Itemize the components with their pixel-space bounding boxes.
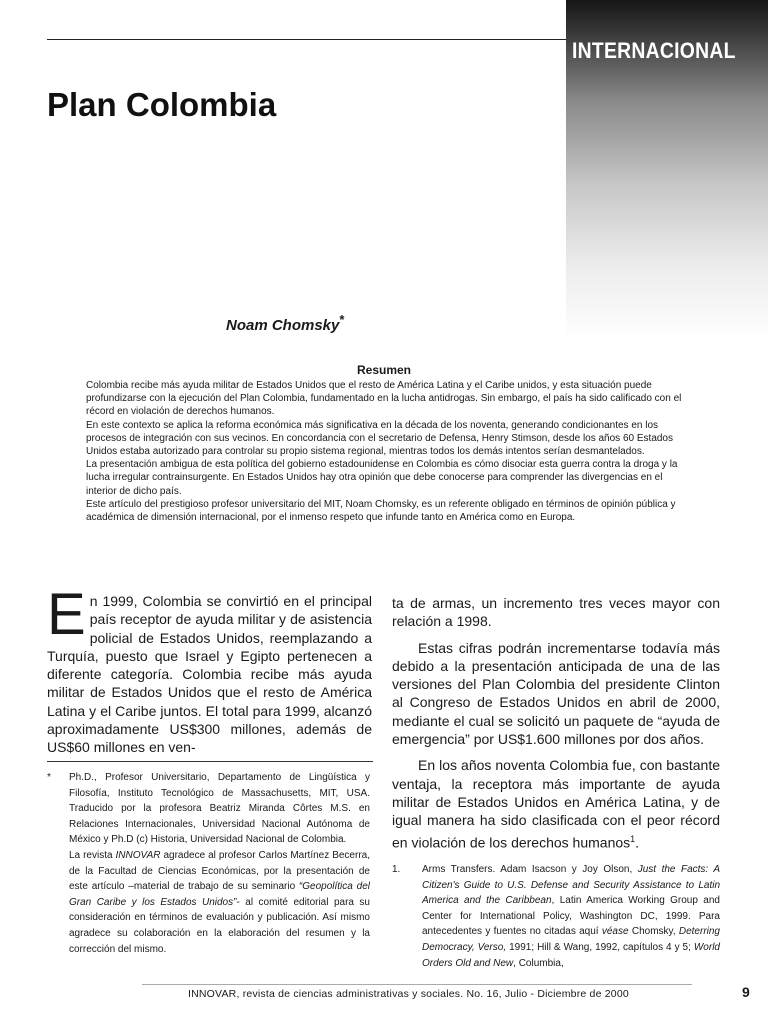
footnote-text: 1991; Hill & Wang, 1992, capítulos 4 y 5; — [506, 941, 694, 953]
footnote-paragraph — [69, 848, 370, 957]
header-rule — [47, 39, 572, 40]
drop-cap: E — [47, 582, 86, 647]
footnote-mark: * — [47, 772, 51, 783]
body-paragraph — [392, 756, 720, 851]
sentence-end: . — [635, 834, 640, 851]
footnote-text: Chomsky, — [628, 926, 679, 938]
abstract-heading: Resumen — [356, 363, 412, 377]
body-paragraph: Estas cifras podrán incrementarse todavía más debido a la presentación anticipada de una de las versiones del Plan Colombia del presidente Clinton al Congreso de Estados Unidos en abril de 2000, mediante el cual se solicitó un paquete de “ayuda de emergencia” por US$1.600 millones por dos años. — [392, 639, 720, 748]
author-name: Noam Chomsky — [226, 317, 340, 334]
footnote-body — [69, 770, 370, 957]
footnote-text: véase — [601, 926, 629, 938]
body-paragraph: ta de armas, un incremento tres veces mayor con relación a 1998. — [392, 595, 720, 630]
footnote-paragraph: Ph.D., Profesor Universitario, Departamento de Lingüística y Filosofía, Instituto Tecnológico de Massachusetts, MIT, USA. Traducido por la profesora Beatriz Miranda Côrtes M.S. en Relaciones Internacionales, Universidad Nacional Autónoma de México y Ph.D (c) Historia, Universidad Nacional de Colombia. — [69, 772, 370, 846]
footer-rule — [142, 984, 692, 985]
footnote-body — [422, 862, 720, 971]
footnote-ref: 1 — [630, 833, 636, 844]
author-footnote-mark: * — [339, 312, 345, 327]
body-paragraph — [47, 582, 372, 757]
body-column-right — [392, 594, 720, 852]
book-title: Just the Facts: A Citizen's Guide to U.S. Defense and Security Assistance to Latin America and the Caribbean — [422, 864, 720, 907]
footnote-text: agradece al profesor Carlos Martínez Becerra, de la Facultad de Ciencias Económicas, por la presentación de este artículo –material de trabajo de su seminario — [69, 849, 370, 893]
author-byline — [226, 312, 344, 334]
footnote-text: La revista — [69, 849, 116, 861]
footnote-text: - al comité editorial para su consideración en términos de evaluación y publicación. Así mismo agradece su colaboración en la elaboración del resumen y la corrección del mismo. — [69, 896, 370, 955]
book-title: Deterring Democracy, Verso, — [422, 926, 720, 953]
seminar-title: “Geopolítica del Gran Caribe y los Estados Unidos” — [69, 881, 370, 908]
footer-text: , revista de ciencias administrativas y sociales. No. 16, Julio - Diciembre de 2000 — [236, 988, 629, 1000]
footnote-mark: 1. — [392, 864, 401, 875]
body-text: En los años noventa Colombia fue, con bastante ventaja, la receptora más importante de ayuda militar de Estados Unidos en América Latina, y de igual manera ha sido clasificada con el peor récord en violación de los derechos humanos — [392, 757, 720, 851]
abstract-paragraph: Colombia recibe más ayuda militar de Estados Unidos que el resto de América Latina y el Caribe unidos, y esta situación puede profundizarse con la ejecución del Plan Colombia, fundamentado en la lucha antidrogas. Sin embargo, el país ha sido calificado con el récord en violación de derechos humanos. — [86, 380, 682, 418]
footer-journal: INNOVAR — [188, 988, 237, 1000]
body-column-left — [47, 582, 372, 757]
abstract — [86, 379, 683, 524]
footnote-text: , Columbia, — [513, 957, 564, 969]
abstract-paragraph: La presentación ambigua de esta política del gobierno estadounidense en Colombia es cómo disociar esta guerra contra la droga y la lucha irregular contrainsurgente. En Estados Unidos hay otra opinión que debe conocerse para comprender las divergencias en el interior de dicho país. — [86, 459, 678, 497]
footnote-text: , Latin America Working Group and Center for International Policy, Washington DC, 1999. Para antecedentes y fuentes no citadas aquí — [422, 895, 720, 938]
footnote-1 — [392, 862, 720, 971]
abstract-paragraph: En este contexto se aplica la reforma económica más significativa en la década de los noventa, generando condicionantes en los procesos de integración con sus vecinos. En concordancia con el secretario de Defensa, Henry Stimson, desde los años 60 Estados Unidos estaba autorizado para controlar su propio sistema regional, mientras todos los demás intentos serían desmantelados. — [86, 419, 673, 458]
footnote-author — [47, 770, 370, 957]
body-text: n 1999, Colombia se convirtió en el principal país receptor de ayuda militar y de asistencia policial de Estados Unidos, reemplazando a Turquía, puesto que Israel y Egipto pertenecen a diferente categoría. Colombia recibe más ayuda militar de Estados Unidos que el resto de América Latina y el Caribe juntos. El total para 1999, alcanzó aproximadamente US$300 millones, además de US$60 millones en ven- — [47, 593, 372, 756]
page-number: 9 — [742, 984, 750, 1000]
page-footer — [188, 988, 629, 1000]
section-label: INTERNACIONAL — [572, 38, 736, 63]
footnote-rule — [47, 761, 373, 762]
footnote-text: Arms Transfers. Adam Isacson y Joy Olson, — [422, 864, 638, 875]
journal-name: INNOVAR — [115, 849, 161, 861]
book-title: World Orders Old and New — [422, 941, 720, 969]
abstract-paragraph: Este artículo del prestigioso profesor universitario del MIT, Noam Chomsky, es un referente obligado en términos de opinión pública y académica de dimensión internacional, por el inmenso respeto que infunde tanto en América como en Europa. — [86, 498, 676, 524]
article-title: Plan Colombia — [47, 86, 277, 123]
